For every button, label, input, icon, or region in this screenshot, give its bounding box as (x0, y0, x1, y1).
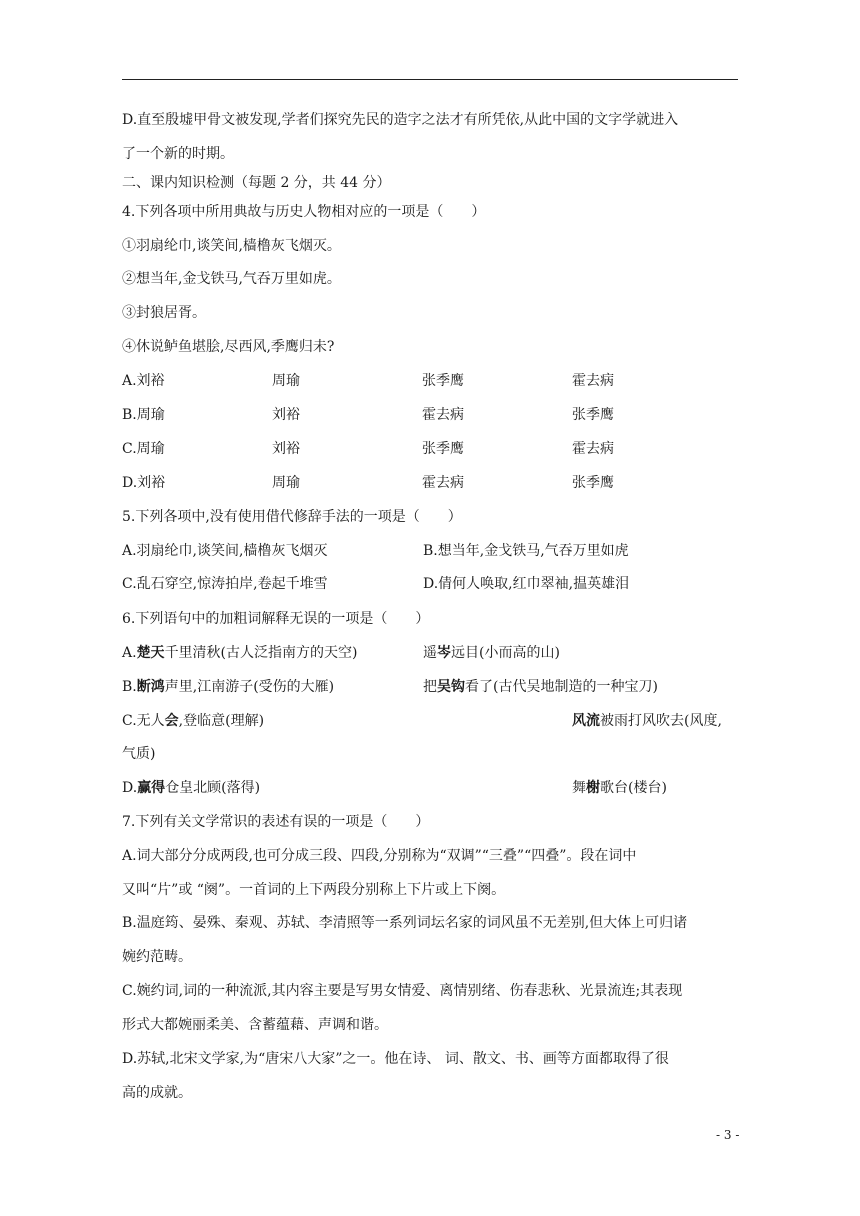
q5-option-c: C.乱石穿空,惊涛拍岸,卷起千堆雪 (122, 576, 328, 592)
q7-option-a-line2: 又叫“片”或 “阕”。一首词的上下两段分别称上下片或上下阕。 (122, 882, 506, 898)
q6-option-b-2: 把吴钩看了(古代吴地制造的一种宝刀) (423, 679, 658, 695)
q4-item-3: ③封狼居胥。 (122, 305, 206, 321)
q4-item-1: ①羽扇纶巾,谈笑间,樯橹灰飞烟灭。 (122, 238, 341, 254)
q5-option-a: A.羽扇纶巾,谈笑间,樯橹灰飞烟灭 (122, 543, 328, 559)
q6-option-d-2: 舞榭歌台(楼台) (572, 780, 667, 796)
q5-option-b: B.想当年,金戈铁马,气吞万里如虎 (423, 543, 629, 559)
q6-option-a-2: 遥岑远目(小而高的山) (423, 645, 560, 661)
bold-term: 楚天 (136, 645, 165, 661)
q5-option-d: D.倩何人唤取,红巾翠袖,揾英雄泪 (423, 576, 630, 592)
bold-term: 风流 (572, 713, 600, 729)
q6-option-d-1: D.赢得仓皇北顾(落得) (122, 780, 261, 796)
section-heading: 二、课内知识检测（每题 2 分，共 44 分） (122, 175, 391, 191)
q7-option-c-line2: 形式大都婉丽柔美、含蓄蕴藉、声调和谐。 (122, 1017, 388, 1033)
q6-option-c-2: 风流被雨打风吹去(风度, (572, 713, 722, 729)
q5-stem: 5.下列各项中,没有使用借代修辞手法的一项是（ ） (122, 509, 462, 525)
bold-term: 会 (164, 713, 179, 729)
q6-option-c-wrap: 气质) (122, 746, 156, 762)
q6-option-b-1: B.断鸿声里,江南游子(受伤的大雁) (122, 679, 335, 695)
q4-stem: 4.下列各项中所用典故与历史人物相对应的一项是（ ） (122, 204, 486, 220)
q7-option-b-line1: B.温庭筠、晏殊、秦观、苏轼、李清照等一系列词坛名家的词风虽不无差别,但大体上可归诸 (122, 915, 688, 931)
bold-term: 吴钩 (437, 679, 465, 695)
bold-term: 断鸿 (136, 679, 165, 695)
q7-option-c-line1: C.婉约词,词的一种流派,其内容主要是写男女情爱、离情别绪、伤春悲秋、光景流连;其表现 (122, 983, 683, 999)
bold-term: 岑 (437, 645, 451, 661)
header-rule (122, 79, 738, 80)
q3-option-d-line2: 了一个新的时期。 (122, 146, 234, 162)
q6-stem: 6.下列语句中的加粗词解释无误的一项是（ ） (122, 611, 430, 627)
bold-term: 赢得 (137, 780, 166, 796)
page-number: - 3 - (716, 1128, 740, 1142)
q3-option-d-line1: D.直至殷墟甲骨文被发现,学者们探究先民的造字之法才有所凭依,从此中国的文字学就进入 (122, 112, 679, 128)
q7-option-d-line2: 高的成就。 (122, 1085, 192, 1101)
q6-option-c-1: C.无人会,登临意(理解) (122, 713, 265, 729)
q4-item-4: ④休说鲈鱼堪脍,尽西风,季鹰归未? (122, 339, 335, 355)
q7-stem: 7.下列有关文学常识的表述有误的一项是（ ） (122, 814, 430, 830)
q6-option-a-1: A.楚天千里清秋(古人泛指南方的天空) (122, 645, 358, 661)
q7-option-d-line1: D.苏轼,北宋文学家,为“唐宋八大家”之一。他在诗、 词、散文、书、画等方面都取得了很 (122, 1051, 669, 1067)
bold-term: 榭 (586, 780, 600, 796)
q4-item-2: ②想当年,金戈铁马,气吞万里如虎。 (122, 271, 341, 287)
q7-option-a-line1: A.词大部分分成两段,也可分成三段、四段,分别称为“双调”“三叠”“四叠”。段在词中 (122, 848, 637, 864)
q7-option-b-line2: 婉约范畴。 (122, 949, 192, 965)
